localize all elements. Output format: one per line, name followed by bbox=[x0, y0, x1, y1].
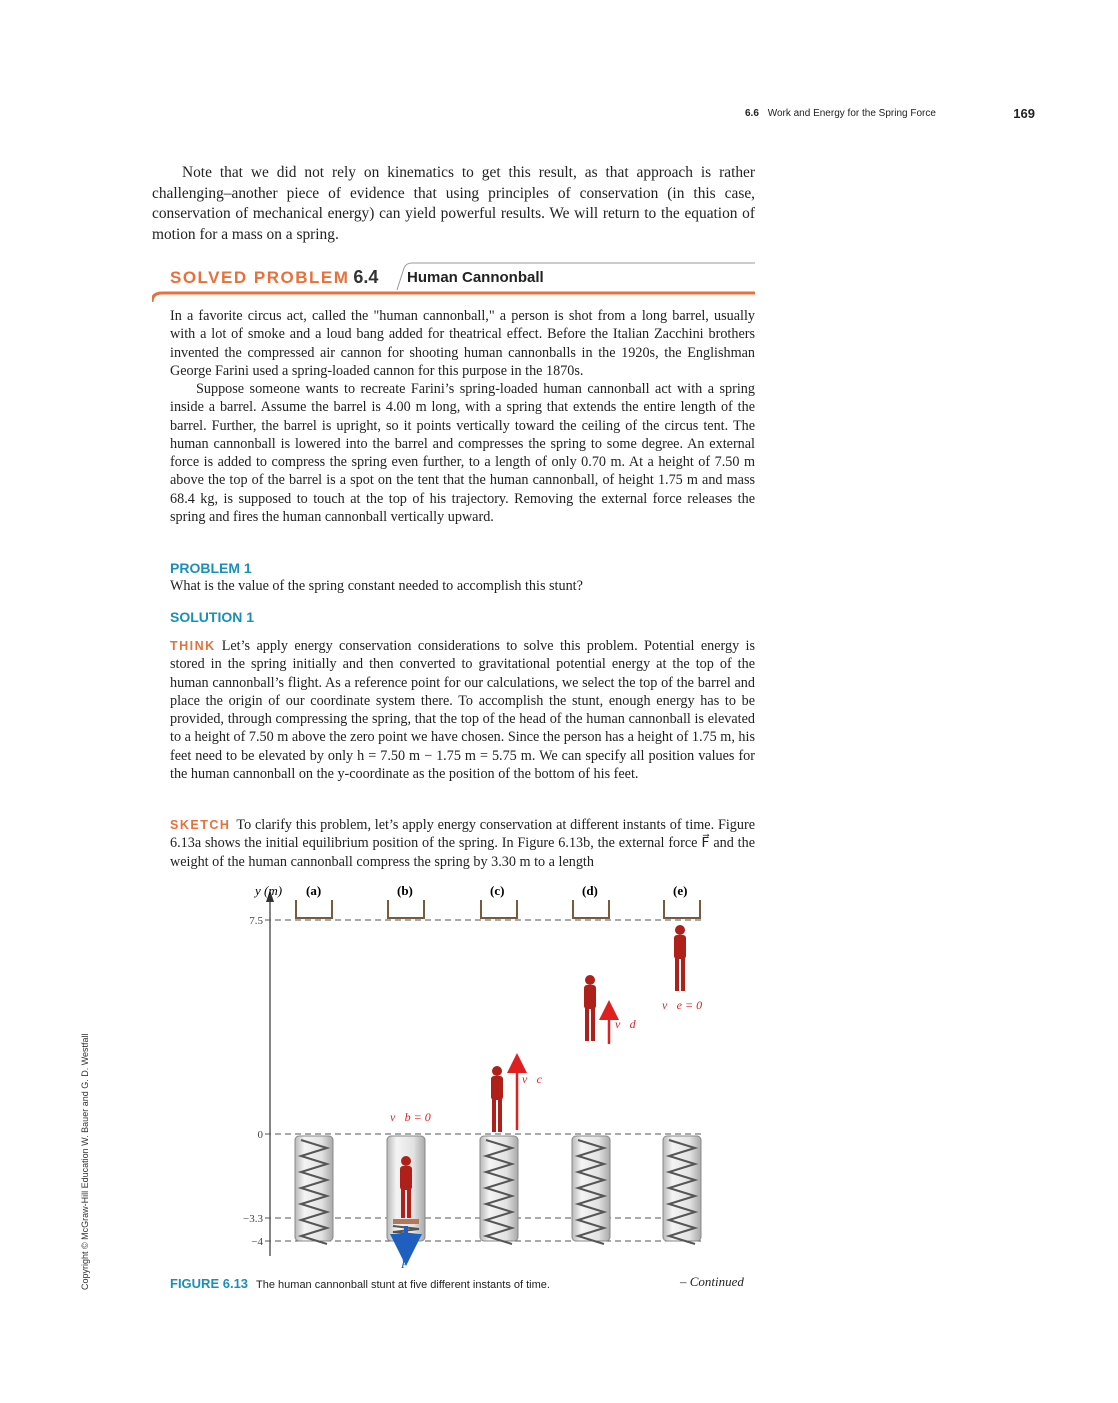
solution-heading: SOLUTION 1 bbox=[170, 609, 255, 625]
tick-neg-4: −4 bbox=[251, 1236, 263, 1248]
barrel-a bbox=[295, 1136, 333, 1244]
think-text: Let’s apply energy conservation considerations to solve this problem. Potential energy is stored in the spring initially and then converted to gravitational potential energy at the top of the human cannonball’s flight. As a reference point for our calculations, we select the top of the barrel and place the origin of our coordinate system there. To accomplish the stunt, enough energy has to be provided, through compressing the spring, that the top of the head of the human cannonball is elevated to a height of 7.50 m above the zero point we have chosen. Since the person has a height of 1.75 m, his feet need to be elevated by only h = 7.50 m − 1.75 m = 5.75 m. We can specify all position values for the human cannonball on the y-coordinate as the position of the bottom of his feet. bbox=[170, 638, 755, 782]
section-number: 6.6 bbox=[745, 108, 759, 119]
velocity-b-label: v⃗b = 0 bbox=[390, 1110, 431, 1124]
figure-number: FIGURE 6.13 bbox=[170, 1276, 249, 1291]
tent-targets bbox=[296, 900, 700, 918]
force-label: F⃗ bbox=[401, 1257, 418, 1271]
panel-label-b: (b) bbox=[397, 883, 413, 898]
page-number: 169 bbox=[1013, 106, 1035, 121]
panel-label-e: (e) bbox=[673, 883, 688, 898]
y-axis-label: y (m) bbox=[255, 883, 283, 898]
sketch-label: SKETCH bbox=[170, 818, 231, 832]
panel-label-a: (a) bbox=[306, 883, 322, 898]
velocity-d-label: v⃗d bbox=[615, 1017, 636, 1031]
person-d bbox=[584, 975, 596, 1041]
intro-paragraph: Note that we did not rely on kinematics to get this result, as that approach is rather challenging–another piece of evidence that using principles of conservation (in this case, conservation of mechanical energy) can yield powerful results. We will return to the equation of motion for a mass on a spring. bbox=[152, 164, 755, 243]
panel-label-c: (c) bbox=[490, 883, 505, 898]
figure-caption bbox=[170, 1276, 550, 1291]
panel-label-d: (d) bbox=[582, 883, 598, 898]
think-label: THINK bbox=[170, 639, 216, 653]
barrel-d bbox=[572, 1136, 610, 1244]
tick-7-5: 7.5 bbox=[249, 915, 263, 927]
problem-heading: PROBLEM 1 bbox=[170, 560, 252, 576]
problem-paragraph-1: In a favorite circus act, called the "human cannonball," a person is shot from a long barrel, usually with a lot of smoke and a loud bang added for theatrical effect. Before the Italian Zacchini brothers invented the compressed air cannon for shooting human cannonballs in the 1920s, the Englishman George Farini used a spring-loaded cannon for this purpose in the 1870s. bbox=[170, 308, 755, 379]
figure-caption-text: The human cannonball stunt at five different instants of time. bbox=[256, 1279, 550, 1291]
copyright-notice: Copyright © McGraw-Hill Education W. Bauer and G. D. Westfall bbox=[80, 1033, 90, 1290]
solved-problem-title: Human Cannonball bbox=[407, 269, 544, 286]
sketch-paragraph bbox=[170, 816, 755, 871]
person-c bbox=[491, 1066, 503, 1132]
barrel-e bbox=[663, 1136, 701, 1244]
barrel-c bbox=[480, 1136, 518, 1244]
figure-6-13 bbox=[225, 878, 745, 1273]
section-title: Work and Energy for the Spring Force bbox=[767, 108, 936, 119]
tick-neg-3-3: −3.3 bbox=[243, 1213, 263, 1225]
sketch-text: To clarify this problem, let’s apply energy conservation at different instants of time. Figure 6.13a shows the initial equilibrium position of the spring. In Figure 6.13b, the external force F⃗ and the weight of the human cannonball compress the spring by 3.30 m to a length bbox=[170, 817, 755, 870]
solved-problem-number: 6.4 bbox=[353, 267, 379, 287]
problem-paragraph-2: Suppose someone wants to recreate Farini’s spring-loaded human cannonball act with a spring inside a barrel. Assume the barrel is 4.00 m long, with a spring that extends the entire length of the barrel. Further, the barrel is upright, so it points vertically toward the ceiling of the circus tent. The human cannonball is lowered into the barrel and compresses the spring to some degree. An external force is added to compress the spring even further, to a length of only 0.70 m. At a height of 7.50 m above the top of the barrel is a spot on the tent that the human cannonball, of height 1.75 m and mass 68.4 kg, is supposed to touch at the top of his trajectory. Removing the external force releases the spring and fires the human cannonball vertically upward. bbox=[170, 381, 755, 525]
velocity-e-label: v⃗e = 0 bbox=[662, 998, 703, 1012]
solved-problem-word: SOLVED PROBLEM bbox=[170, 268, 350, 287]
solved-problem-label bbox=[170, 267, 378, 288]
velocity-c-label: v⃗c bbox=[522, 1072, 542, 1086]
think-paragraph bbox=[170, 637, 755, 783]
running-head bbox=[745, 108, 1035, 126]
problem-question: What is the value of the spring constant needed to accomplish this stunt? bbox=[170, 578, 583, 594]
solved-problem-header bbox=[152, 262, 755, 302]
continued-label: – Continued bbox=[680, 1274, 744, 1289]
tick-0: 0 bbox=[257, 1129, 263, 1141]
person-e bbox=[674, 925, 686, 991]
